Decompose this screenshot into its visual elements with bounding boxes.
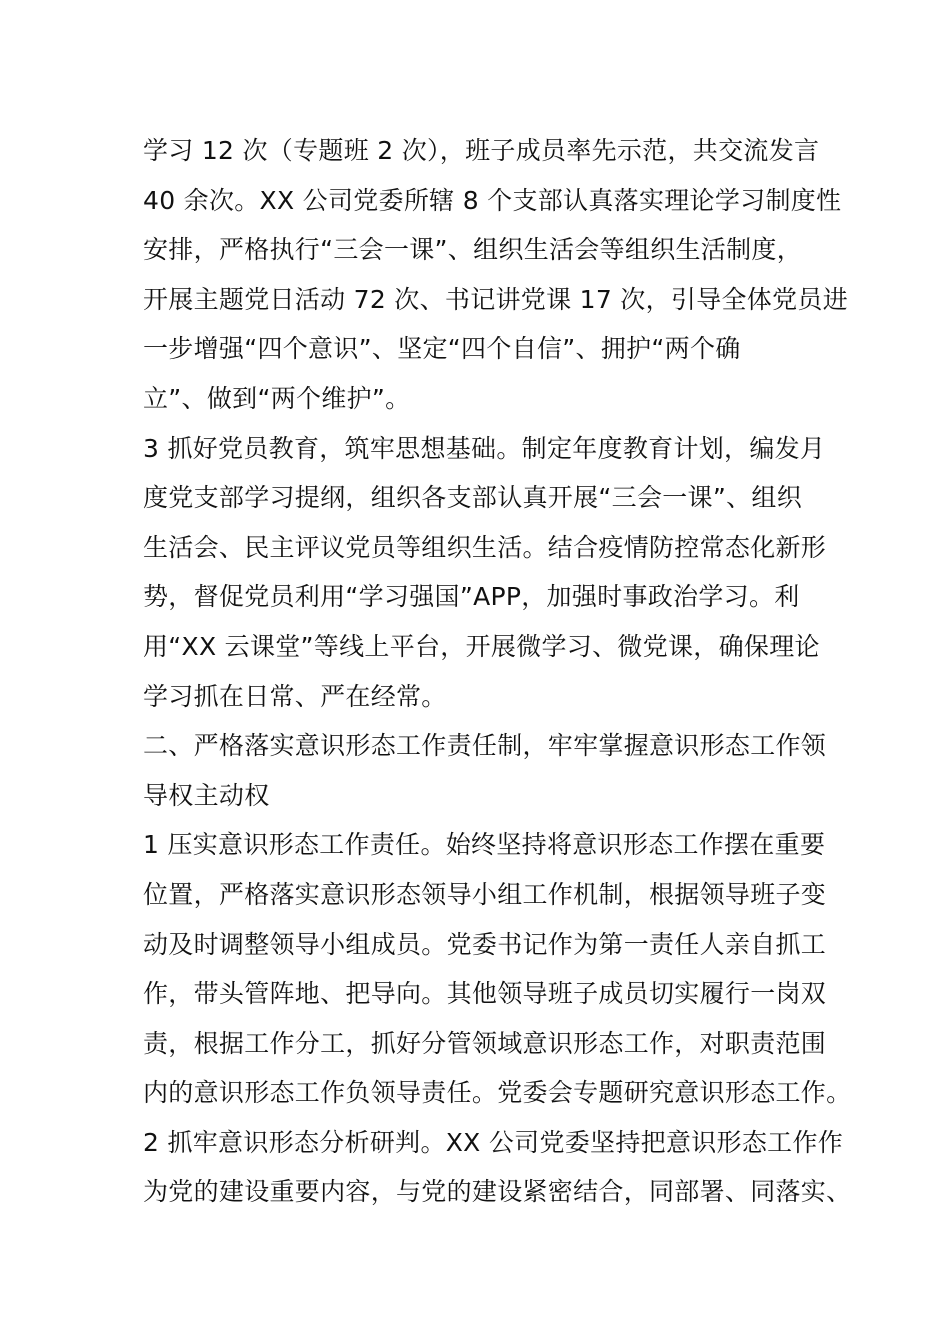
text-line: 3 抓好党员教育，筑牢思想基础。制定年度教育计划，编发月 bbox=[143, 433, 826, 463]
text-line: 势，督促党员利用“学习强国”APP，加强时事政治学习。利 bbox=[143, 582, 800, 612]
text-line: 动及时调整领导小组成员。党委书记作为第一责任人亲自抓工 bbox=[143, 929, 827, 959]
text-line: 开展主题党日活动 72 次、书记讲党课 17 次，引导全体党员进 bbox=[143, 284, 849, 314]
text-line: 生活会、民主评议党员等组织生活。结合疫情防控常态化新形 bbox=[143, 532, 827, 562]
text-line: 1 压实意识形态工作责任。始终坚持将意识形态工作摆在重要 bbox=[143, 830, 826, 860]
text-line: 为党的建设重要内容，与党的建设紧密结合，同部署、同落实、 bbox=[143, 1177, 852, 1207]
body-text bbox=[143, 126, 852, 1217]
text-line: 内的意识形态工作负领导责任。党委会专题研究意识形态工作。 bbox=[143, 1078, 852, 1108]
text-line: 学习抓在日常、严在经常。 bbox=[143, 681, 447, 711]
section-heading-line: 二、严格落实意识形态工作责任制，牢牢掌握意识形态工作领 bbox=[143, 731, 827, 761]
text-line: 2 抓牢意识形态分析研判。XX 公司党委坚持把意识形态工作作 bbox=[143, 1127, 844, 1157]
text-line: 责，根据工作分工，抓好分管领域意识形态工作，对职责范围 bbox=[143, 1028, 827, 1058]
text-line: 学习 12 次（专题班 2 次），班子成员率先示范，共交流发言 bbox=[143, 136, 820, 165]
text-line: 40 余次。XX 公司党委所辖 8 个支部认真落实理论学习制度性 bbox=[143, 185, 842, 215]
text-line: 一步增强“四个意识”、坚定“四个自信”、拥护“两个确 bbox=[143, 334, 741, 364]
text-line: 度党支部学习提纲，组织各支部认真开展“三会一课”、组织 bbox=[143, 483, 803, 513]
text-line: 安排，严格执行“三会一课”、组织生活会等组织生活制度， bbox=[143, 235, 803, 265]
text-line: 用“XX 云课堂”等线上平台，开展微学习、微党课，确保理论 bbox=[143, 631, 820, 661]
text-line: 位置，严格落实意识形态领导小组工作机制，根据领导班子变 bbox=[143, 879, 827, 909]
text-line: 立”、做到“两个维护”。 bbox=[143, 383, 411, 413]
text-line: 作，带头管阵地、把导向。其他领导班子成员切实履行一岗双 bbox=[143, 979, 827, 1009]
section-heading-line: 导权主动权 bbox=[143, 780, 270, 810]
